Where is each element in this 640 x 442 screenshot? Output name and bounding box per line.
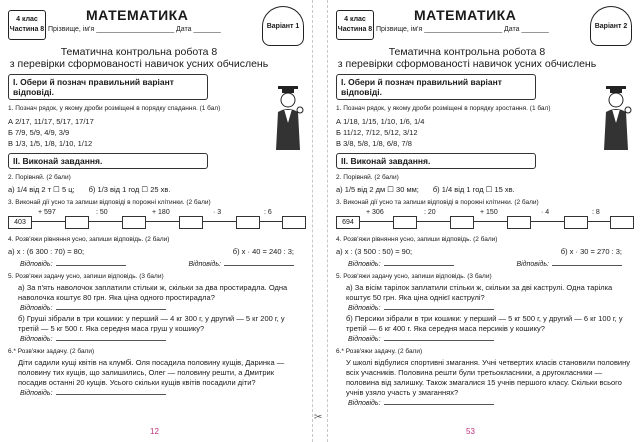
operation-chain xyxy=(8,209,304,231)
equations-row xyxy=(8,247,304,256)
compare-b[interactable]: б) 1/3 від 1 год ☐ 25 хв. xyxy=(88,185,171,194)
task-4: 4. Розв'яжи рівняння усно, запиши відповідь. (2 бали) xyxy=(8,236,170,243)
variant-label: Варіант 1 xyxy=(266,22,300,30)
date-label: Дата xyxy=(504,26,520,33)
book-gutter xyxy=(312,0,328,442)
answer-5a[interactable]: Відповідь: xyxy=(8,305,304,312)
answer-4b[interactable]: Відповідь: xyxy=(176,261,294,268)
date-label: Дата xyxy=(176,26,192,33)
section-2-header: ІІ. Виконай завдання. xyxy=(8,153,208,169)
name-label: Прізвище, ім'я xyxy=(48,26,95,33)
answer-6[interactable]: Відповідь: xyxy=(8,390,304,397)
name-label: Прізвище, ім'я xyxy=(376,26,423,33)
header xyxy=(8,6,304,44)
subject-title: МАТЕМАТИКА xyxy=(86,7,189,23)
answer-5b[interactable]: Відповідь: xyxy=(8,336,304,343)
chain-box-2[interactable] xyxy=(122,216,146,229)
test-title xyxy=(8,46,270,70)
test-title xyxy=(336,46,598,70)
variant-badge xyxy=(590,6,632,46)
task-6: 6.* Розв'яжи задачу. (2 бали) xyxy=(336,348,423,355)
compare-b[interactable]: б) 1/4 від 1 год ☐ 15 хв. xyxy=(432,185,515,194)
chain-box-1[interactable] xyxy=(393,216,417,229)
chain-box-1[interactable] xyxy=(65,216,89,229)
grade-label: 4 клас xyxy=(16,16,38,23)
section-2-header: ІІ. Виконай завдання. xyxy=(336,153,536,169)
chain-start: 403 xyxy=(8,216,32,229)
equations-row xyxy=(336,247,632,256)
task-2: 2. Порівняй. (2 бали) xyxy=(8,174,71,181)
option-v[interactable]: В 3/8, 5/8, 1/8, 6/8, 7/8 xyxy=(336,139,412,148)
answer-4a[interactable]: Відповідь: xyxy=(336,261,454,268)
task-2: 2. Порівняй. (2 бали) xyxy=(336,174,399,181)
chain-op-4: · 4 xyxy=(541,209,550,216)
title-line-2: з перевірки сформованості навичок усних обчислень xyxy=(9,58,269,70)
name-date-field[interactable]: Прізвище, ім'я ____________________ Дата _______ xyxy=(48,26,221,33)
task-5: 5. Розв'яжи задачу усно, запиши відповідь. (3 бали) xyxy=(336,273,492,280)
answer-6[interactable]: Відповідь: xyxy=(336,400,632,407)
equation-b: б) x · 30 = 270 : 3; xyxy=(560,247,622,256)
problem-5a: а) За вісім тарілок заплатили стільки ж, скільки за дві каструлі. Одна тарілка коштує 50 грн. Яка ціна однієї каструлі? xyxy=(346,283,613,302)
task-6: 6.* Розв'яжи задачу. (2 бали) xyxy=(8,348,95,355)
professor-illustration xyxy=(598,84,634,154)
option-a[interactable]: А 2/17, 11/17, 5/17, 17/17 xyxy=(8,117,94,126)
chain-box-4[interactable] xyxy=(236,216,260,229)
chain-op-1: + 597 xyxy=(38,209,56,216)
compare-row xyxy=(336,185,632,194)
equation-a: а) x : (6 300 : 70) = 80; xyxy=(8,247,85,256)
answer-4a[interactable]: Відповідь: xyxy=(8,261,126,268)
chain-op-1: + 306 xyxy=(366,209,384,216)
task-5: 5. Розв'яжи задачу усно, запиши відповідь. (3 бали) xyxy=(8,273,164,280)
option-v[interactable]: В 1/3, 1/5, 1/8, 1/10, 1/12 xyxy=(8,139,93,148)
chain-op-2: : 50 xyxy=(96,209,108,216)
chain-op-3: + 150 xyxy=(480,209,498,216)
section-1-header: І. Обери й познач правильний варіант відповіді. xyxy=(336,74,536,100)
task-1: 1. Познач рядок, у якому дроби розміщені в порядку спадання. (1 бал) xyxy=(8,105,221,112)
variant-label: Варіант 2 xyxy=(594,22,628,30)
task-3: 3. Виконай дії усно та запиши відповіді в порожні клітинки. (2 бали) xyxy=(8,199,211,206)
part-label: Частина 8 xyxy=(9,26,45,33)
task-4: 4. Розв'яжи рівняння усно, запиши відповідь. (2 бали) xyxy=(336,236,498,243)
title-line-1: Тематична контрольна робота 8 xyxy=(388,46,546,58)
problem-5a: а) За п'ять наволочок заплатили стільки ж, скільки за два простирадла. Одна наволочка коштує 80 грн. Яка ціна одного простирадла? xyxy=(18,283,288,302)
grade-box xyxy=(8,10,46,40)
problem-6: У школі відбулися спортивні змагання. Учні четвертих класів становили половину всіх учасників. Половина решти були третьокласники, а другокласники — половина від залишку. Також змагалися 15 учнів першого класу. Скільки всього учнів узяло участь у змаганнях? xyxy=(346,358,631,397)
part-label: Частина 8 xyxy=(337,26,373,33)
chain-op-2: : 20 xyxy=(424,209,436,216)
compare-a[interactable]: а) 1/4 від 2 т ☐ 5 ц; xyxy=(8,185,75,194)
answer-5b[interactable]: Відповідь: xyxy=(336,336,632,343)
chain-op-5: : 6 xyxy=(264,209,272,216)
chain-box-5[interactable] xyxy=(610,216,634,229)
problem-6: Діти садили кущі квітів на клумбі. Оля посадила половину кущів, Даринка — половину тих кущів, що залишились, Олег — половину решти, а Дмитрик посадив останні 20 кущів. Усього скільки кущів квітів посадили діти? xyxy=(18,358,285,387)
chain-op-4: · 3 xyxy=(213,209,222,216)
task-1-options xyxy=(336,116,632,149)
task-1-options xyxy=(8,116,304,149)
title-line-2: з перевірки сформованості навичок усних обчислень xyxy=(337,58,597,70)
equation-b: б) x · 40 = 240 : 3; xyxy=(232,247,294,256)
professor-illustration xyxy=(270,84,306,154)
compare-row xyxy=(8,185,304,194)
page-number: 53 xyxy=(466,427,475,436)
grade-label: 4 клас xyxy=(344,16,366,23)
compare-a[interactable]: а) 1/5 від 2 дм ☐ 30 мм; xyxy=(336,185,419,194)
equation-answers xyxy=(336,259,632,268)
problem-5b: б) Персики зібрали в три кошики: у перший — 5 кг 500 г, у другий — 6 кг 100 г, у третій — 6 кг 400 г. Яка середня маса персиків у кошику? xyxy=(346,314,623,333)
page-number: 12 xyxy=(150,427,159,436)
section-1-header: І. Обери й познач правильний варіант відповіді. xyxy=(8,74,208,100)
chain-box-2[interactable] xyxy=(450,216,474,229)
equation-a: а) x : (3 500 : 50) = 90; xyxy=(336,247,413,256)
chain-box-4[interactable] xyxy=(564,216,588,229)
name-date-field[interactable]: Прізвище, ім'я ____________________ Дата _______ xyxy=(376,26,549,33)
operation-chain xyxy=(336,209,632,231)
equation-answers xyxy=(8,259,304,268)
title-line-1: Тематична контрольна робота 8 xyxy=(60,46,218,58)
left-page xyxy=(0,0,312,442)
chain-box-3[interactable] xyxy=(507,216,531,229)
chain-op-5: : 8 xyxy=(592,209,600,216)
task-1: 1. Познач рядок, у якому дроби розміщені в порядку зростання. (1 бал) xyxy=(336,105,551,112)
chain-op-3: + 180 xyxy=(152,209,170,216)
problem-5b: б) Груші зібрали в три кошики: у перший — 4 кг 300 г, у другий — 5 кг 200 г, у третій — 5 кг 500 г. Яка середня маса груш у кошику? xyxy=(18,314,285,333)
option-b[interactable]: Б 11/12, 7/12, 5/12, 3/12 xyxy=(336,128,418,137)
subject-title: МАТЕМАТИКА xyxy=(414,7,517,23)
answer-5a[interactable]: Відповідь: xyxy=(336,305,632,312)
grade-box xyxy=(336,10,374,40)
option-a[interactable]: А 1/18, 1/15, 1/10, 1/6, 1/4 xyxy=(336,117,425,126)
header xyxy=(336,6,632,44)
task-3: 3. Виконай дії усно та запиши відповіді в порожні клітинки. (2 бали) xyxy=(336,199,539,206)
chain-start: 694 xyxy=(336,216,360,229)
variant-badge xyxy=(262,6,304,46)
answer-4b[interactable]: Відповідь: xyxy=(504,261,622,268)
option-b[interactable]: Б 7/9, 5/9, 4/9, 3/9 xyxy=(8,128,70,137)
chain-box-3[interactable] xyxy=(179,216,203,229)
scissors-icon: ✂ xyxy=(314,412,323,423)
right-page xyxy=(328,0,640,442)
chain-box-5[interactable] xyxy=(282,216,306,229)
